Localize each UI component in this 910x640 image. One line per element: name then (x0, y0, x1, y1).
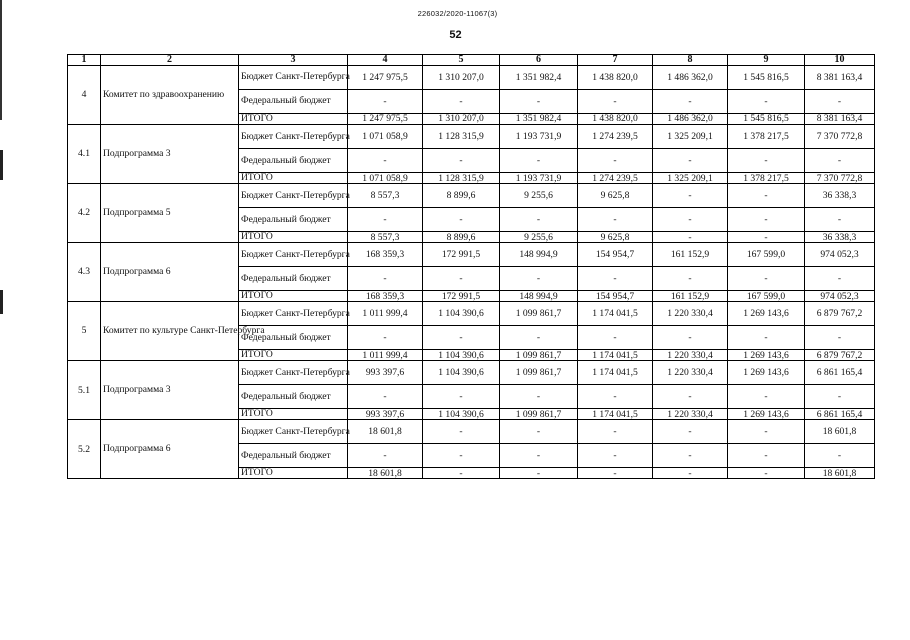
program-name: Подпрограмма 6 (101, 420, 239, 479)
value-cell: - (348, 267, 423, 291)
value-cell: 148 994,9 (500, 291, 578, 302)
value-cell: 1 099 861,7 (500, 409, 578, 420)
value-cell: 1 071 058,9 (348, 125, 423, 149)
value-cell: - (423, 444, 500, 468)
value-cell: 168 359,3 (348, 243, 423, 267)
binding-mark (0, 290, 3, 314)
total-value-cell: 6 879 767,2 (805, 350, 875, 361)
value-cell: 1 220 330,4 (653, 302, 728, 326)
value-cell: - (348, 326, 423, 350)
value-cell: 1 174 041,5 (578, 409, 653, 420)
value-cell: - (500, 420, 578, 444)
value-cell: - (653, 208, 728, 232)
total-value-cell: 7 370 772,8 (805, 125, 875, 149)
funding-source: Федеральный бюджет (239, 326, 348, 350)
funding-source: Федеральный бюджет (239, 90, 348, 114)
row-index: 4.1 (68, 125, 101, 184)
total-value-cell: - (805, 326, 875, 350)
value-cell: 1 545 816,5 (728, 114, 805, 125)
value-cell: 1 378 217,5 (728, 125, 805, 149)
value-cell: 161 152,9 (653, 291, 728, 302)
value-cell: - (348, 208, 423, 232)
value-cell: - (728, 385, 805, 409)
value-cell: - (500, 444, 578, 468)
value-cell: 1 174 041,5 (578, 350, 653, 361)
value-cell: - (348, 90, 423, 114)
funding-source: ИТОГО (239, 114, 348, 125)
total-value-cell: 6 879 767,2 (805, 302, 875, 326)
funding-source: ИТОГО (239, 468, 348, 479)
value-cell: 154 954,7 (578, 291, 653, 302)
program-name: Комитет по здравоохранению (101, 66, 239, 125)
value-cell: - (653, 444, 728, 468)
column-header: 8 (653, 55, 728, 66)
funding-source: ИТОГО (239, 232, 348, 243)
value-cell: 1 193 731,9 (500, 125, 578, 149)
funding-source: Бюджет Санкт-Петербурга (239, 66, 348, 90)
value-cell: - (728, 267, 805, 291)
value-cell: 1 378 217,5 (728, 173, 805, 184)
value-cell: - (423, 326, 500, 350)
value-cell: 168 359,3 (348, 291, 423, 302)
value-cell: 1 486 362,0 (653, 66, 728, 90)
funding-source: Бюджет Санкт-Петербурга (239, 302, 348, 326)
value-cell: - (653, 90, 728, 114)
value-cell: 1 220 330,4 (653, 409, 728, 420)
value-cell: - (728, 149, 805, 173)
program-name: Комитет по культуре Санкт-Петербурга (101, 302, 239, 361)
table-row (68, 361, 875, 385)
program-name: Подпрограмма 6 (101, 243, 239, 302)
value-cell: - (578, 420, 653, 444)
funding-source: Федеральный бюджет (239, 267, 348, 291)
total-value-cell: - (805, 267, 875, 291)
value-cell: 1 174 041,5 (578, 361, 653, 385)
funding-source: Бюджет Санкт-Петербурга (239, 243, 348, 267)
value-cell: - (653, 385, 728, 409)
total-value-cell: - (805, 385, 875, 409)
value-cell: 18 601,8 (348, 420, 423, 444)
value-cell: - (500, 208, 578, 232)
value-cell: 9 255,6 (500, 184, 578, 208)
funding-source: Федеральный бюджет (239, 444, 348, 468)
value-cell: - (728, 90, 805, 114)
document-id: 226032/2020-11067(3) (417, 9, 498, 18)
value-cell: 1 310 207,0 (423, 114, 500, 125)
value-cell: 1 193 731,9 (500, 173, 578, 184)
total-value-cell: - (805, 444, 875, 468)
value-cell: 1 104 390,6 (423, 302, 500, 326)
value-cell: - (728, 326, 805, 350)
total-value-cell: 6 861 165,4 (805, 361, 875, 385)
value-cell: 1 220 330,4 (653, 350, 728, 361)
value-cell: - (653, 149, 728, 173)
value-cell: 1 220 330,4 (653, 361, 728, 385)
value-cell: 1 486 362,0 (653, 114, 728, 125)
program-name: Подпрограмма 3 (101, 125, 239, 184)
value-cell: - (423, 149, 500, 173)
value-cell: 1 274 239,5 (578, 125, 653, 149)
column-header: 9 (728, 55, 805, 66)
value-cell: - (653, 420, 728, 444)
value-cell: - (728, 232, 805, 243)
value-cell: 1 325 209,1 (653, 173, 728, 184)
row-index: 5.2 (68, 420, 101, 479)
table-row (68, 420, 875, 444)
value-cell: 1 071 058,9 (348, 173, 423, 184)
value-cell: - (653, 267, 728, 291)
column-header: 10 (805, 55, 875, 66)
funding-source: Бюджет Санкт-Петербурга (239, 125, 348, 149)
value-cell: 8 899,6 (423, 184, 500, 208)
value-cell: 1 099 861,7 (500, 302, 578, 326)
funding-source: Федеральный бюджет (239, 208, 348, 232)
value-cell: 1 174 041,5 (578, 302, 653, 326)
value-cell: - (423, 267, 500, 291)
value-cell: 1 269 143,6 (728, 409, 805, 420)
value-cell: 1 269 143,6 (728, 302, 805, 326)
value-cell: - (423, 468, 500, 479)
value-cell: - (500, 90, 578, 114)
value-cell: 1 269 143,6 (728, 361, 805, 385)
value-cell: 993 397,6 (348, 361, 423, 385)
column-number-row (68, 55, 875, 66)
budget-table (67, 54, 875, 479)
value-cell: 1 099 861,7 (500, 350, 578, 361)
table-row (68, 243, 875, 267)
value-cell: 161 152,9 (653, 243, 728, 267)
value-cell: 1 438 820,0 (578, 114, 653, 125)
funding-source: Федеральный бюджет (239, 385, 348, 409)
value-cell: - (423, 208, 500, 232)
total-value-cell: 7 370 772,8 (805, 173, 875, 184)
funding-source: Бюджет Санкт-Петербурга (239, 361, 348, 385)
value-cell: - (423, 90, 500, 114)
value-cell: - (500, 267, 578, 291)
funding-source: ИТОГО (239, 173, 348, 184)
value-cell: - (578, 267, 653, 291)
funding-source: ИТОГО (239, 350, 348, 361)
value-cell: 1 247 975,5 (348, 66, 423, 90)
program-name: Подпрограмма 5 (101, 184, 239, 243)
value-cell: 8 899,6 (423, 232, 500, 243)
value-cell: 1 099 861,7 (500, 361, 578, 385)
value-cell: - (728, 468, 805, 479)
table-body (68, 66, 875, 479)
value-cell: - (423, 420, 500, 444)
funding-source: Бюджет Санкт-Петербурга (239, 184, 348, 208)
column-header: 5 (423, 55, 500, 66)
value-cell: - (348, 444, 423, 468)
value-cell: 9 255,6 (500, 232, 578, 243)
row-index: 4.2 (68, 184, 101, 243)
value-cell: - (728, 208, 805, 232)
value-cell: - (500, 468, 578, 479)
total-value-cell: 8 381 163,4 (805, 114, 875, 125)
table-row (68, 302, 875, 326)
column-header: 7 (578, 55, 653, 66)
value-cell: 172 991,5 (423, 291, 500, 302)
value-cell: 148 994,9 (500, 243, 578, 267)
total-value-cell: 18 601,8 (805, 468, 875, 479)
column-header: 2 (101, 55, 239, 66)
value-cell: - (653, 326, 728, 350)
value-cell: 1 351 982,4 (500, 66, 578, 90)
value-cell: - (578, 326, 653, 350)
total-value-cell: 36 338,3 (805, 184, 875, 208)
funding-source: Федеральный бюджет (239, 149, 348, 173)
value-cell: - (500, 385, 578, 409)
value-cell: 1 274 239,5 (578, 173, 653, 184)
value-cell: - (578, 468, 653, 479)
value-cell: 18 601,8 (348, 468, 423, 479)
value-cell: 1 011 999,4 (348, 302, 423, 326)
value-cell: 1 325 209,1 (653, 125, 728, 149)
value-cell: - (653, 232, 728, 243)
value-cell: 1 011 999,4 (348, 350, 423, 361)
value-cell: 1 104 390,6 (423, 361, 500, 385)
value-cell: - (653, 184, 728, 208)
binding-edge (0, 0, 6, 120)
value-cell: 993 397,6 (348, 409, 423, 420)
value-cell: - (653, 468, 728, 479)
page-number: 52 (449, 29, 462, 41)
value-cell: 1 104 390,6 (423, 409, 500, 420)
column-header: 6 (500, 55, 578, 66)
total-value-cell: 36 338,3 (805, 232, 875, 243)
value-cell: 172 991,5 (423, 243, 500, 267)
value-cell: 154 954,7 (578, 243, 653, 267)
value-cell: 8 557,3 (348, 232, 423, 243)
value-cell: - (348, 385, 423, 409)
value-cell: 1 310 207,0 (423, 66, 500, 90)
total-value-cell: 6 861 165,4 (805, 409, 875, 420)
row-index: 4 (68, 66, 101, 125)
value-cell: 1 104 390,6 (423, 350, 500, 361)
value-cell: 167 599,0 (728, 243, 805, 267)
total-value-cell: 974 052,3 (805, 291, 875, 302)
funding-source: Бюджет Санкт-Петербурга (239, 420, 348, 444)
column-header: 1 (68, 55, 101, 66)
value-cell: 1 128 315,9 (423, 173, 500, 184)
value-cell: 1 128 315,9 (423, 125, 500, 149)
total-value-cell: - (805, 149, 875, 173)
binding-mark (0, 150, 3, 180)
value-cell: 1 351 982,4 (500, 114, 578, 125)
table-row (68, 66, 875, 90)
program-name: Подпрограмма 3 (101, 361, 239, 420)
total-value-cell: 18 601,8 (805, 420, 875, 444)
value-cell: 1 269 143,6 (728, 350, 805, 361)
value-cell: - (578, 208, 653, 232)
value-cell: - (500, 326, 578, 350)
value-cell: 1 545 816,5 (728, 66, 805, 90)
value-cell: - (728, 444, 805, 468)
row-index: 5 (68, 302, 101, 361)
column-header: 3 (239, 55, 348, 66)
funding-source: ИТОГО (239, 409, 348, 420)
row-index: 5.1 (68, 361, 101, 420)
column-header: 4 (348, 55, 423, 66)
value-cell: 8 557,3 (348, 184, 423, 208)
total-value-cell: 8 381 163,4 (805, 66, 875, 90)
value-cell: - (423, 385, 500, 409)
value-cell: - (578, 385, 653, 409)
row-index: 4.3 (68, 243, 101, 302)
value-cell: 1 247 975,5 (348, 114, 423, 125)
total-value-cell: - (805, 208, 875, 232)
value-cell: 9 625,8 (578, 184, 653, 208)
value-cell: 9 625,8 (578, 232, 653, 243)
table-row (68, 125, 875, 149)
value-cell: - (578, 149, 653, 173)
value-cell: 1 438 820,0 (578, 66, 653, 90)
value-cell: - (578, 90, 653, 114)
value-cell: - (728, 420, 805, 444)
value-cell: - (578, 444, 653, 468)
total-value-cell: - (805, 90, 875, 114)
total-value-cell: 974 052,3 (805, 243, 875, 267)
value-cell: - (728, 184, 805, 208)
value-cell: - (348, 149, 423, 173)
table-row (68, 184, 875, 208)
value-cell: - (500, 149, 578, 173)
value-cell: 167 599,0 (728, 291, 805, 302)
funding-source: ИТОГО (239, 291, 348, 302)
